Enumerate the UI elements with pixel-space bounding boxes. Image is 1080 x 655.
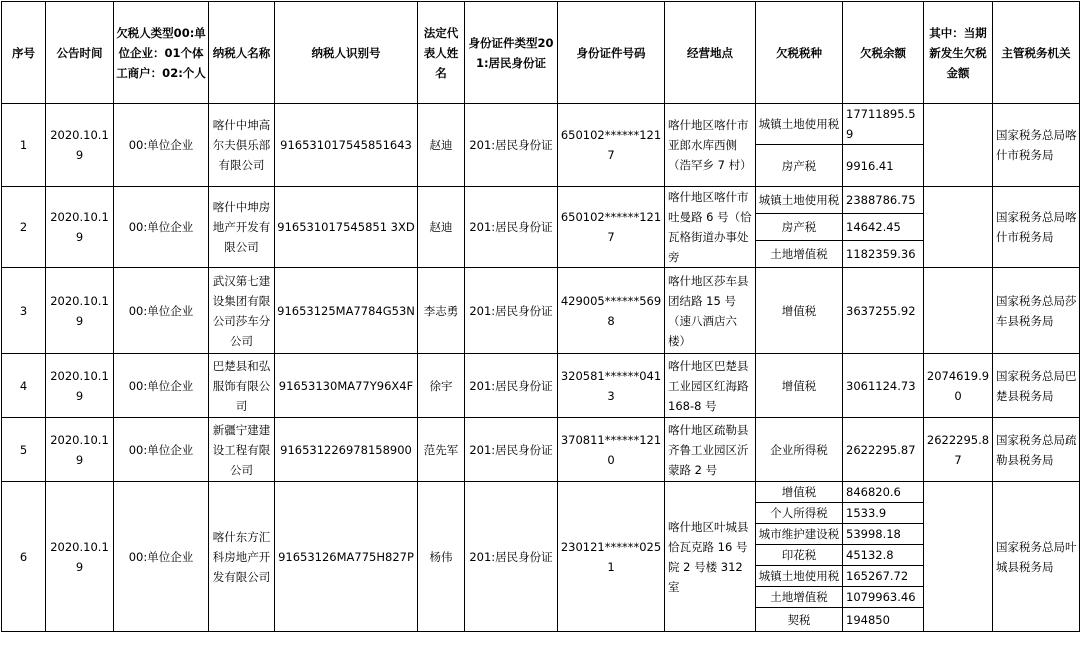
balance-cell: 1182359.36	[843, 241, 924, 268]
header-tax-kind: 欠税税种	[756, 2, 843, 104]
balance-cell: 194850	[843, 608, 924, 632]
address-cell: 喀什地区叶城县恰瓦克路 16 号院 2 号楼 312 室	[665, 482, 756, 632]
tax-kind-cell: 增值税	[756, 268, 843, 354]
taxpayer-name-cell: 喀什中坤房地产开发有限公司	[209, 187, 275, 268]
authority-cell: 国家税务总局疏勒县税务局	[993, 418, 1080, 482]
balance-cell: 1079963.46	[843, 587, 924, 608]
balance-cell: 53998.18	[843, 524, 924, 545]
tax-id-cell: 91653130MA77Y96X4F	[275, 354, 418, 418]
balance-cell: 3061124.73	[843, 354, 924, 418]
header-address: 经营地点	[665, 2, 756, 104]
new-owed-cell	[924, 482, 993, 632]
taxpayer-name-cell: 喀什中坤高尔夫俱乐部有限公司	[209, 104, 275, 187]
seq-cell: 5	[2, 418, 46, 482]
tax-kind-cell: 土地增值税	[756, 587, 843, 608]
id-number-cell: 650102******1217	[558, 104, 665, 187]
date-cell: 2020.10.19	[46, 104, 114, 187]
tax-kind-cell: 城镇土地使用税	[756, 187, 843, 214]
address-cell: 喀什地区喀什市亚郎水库西侧（浩罕乡 7 村）	[665, 104, 756, 187]
id-number-cell: 429005******5698	[558, 268, 665, 354]
tax-kind-cell: 城市维护建设税	[756, 524, 843, 545]
table-row	[2, 268, 1080, 354]
id-type-cell: 201:居民身份证	[465, 354, 558, 418]
balance-cell: 17711895.59	[843, 104, 924, 145]
date-cell: 2020.10.19	[46, 354, 114, 418]
tax-id-cell: 91653126MA775H827P	[275, 482, 418, 632]
balance-cell: 9916.41	[843, 145, 924, 187]
legal-rep-cell: 范先军	[418, 418, 465, 482]
legal-rep-cell: 赵迪	[418, 104, 465, 187]
table-row	[2, 354, 1080, 418]
header-authority: 主管税务机关	[993, 2, 1080, 104]
table-row	[2, 482, 1080, 503]
header-row	[2, 2, 1080, 104]
records-body	[2, 104, 1080, 632]
address-cell: 喀什地区喀什市吐曼路 6 号（恰瓦格街道办事处旁	[665, 187, 756, 268]
authority-cell: 国家税务总局巴楚县税务局	[993, 354, 1080, 418]
header-tax-id: 纳税人识别号	[275, 2, 418, 104]
id-number-cell: 370811******1210	[558, 418, 665, 482]
header-legal-rep: 法定代表人姓名	[418, 2, 465, 104]
id-number-cell: 650102******1217	[558, 187, 665, 268]
tax-kind-cell: 印花税	[756, 545, 843, 566]
taxpayer-type-cell: 00:单位企业	[114, 354, 209, 418]
taxpayer-name-cell: 武汉第七建设集团有限公司莎车分公司	[209, 268, 275, 354]
tax-kind-cell: 企业所得税	[756, 418, 843, 482]
id-type-cell: 201:居民身份证	[465, 268, 558, 354]
new-owed-cell	[924, 187, 993, 268]
address-cell: 喀什地区疏勒县齐鲁工业园区沂蒙路 2 号	[665, 418, 756, 482]
tax-kind-cell: 契税	[756, 608, 843, 632]
authority-cell: 国家税务总局喀什市税务局	[993, 104, 1080, 187]
legal-rep-cell: 赵迪	[418, 187, 465, 268]
seq-cell: 3	[2, 268, 46, 354]
header-balance: 欠税余额	[843, 2, 924, 104]
taxpayer-type-cell: 00:单位企业	[114, 187, 209, 268]
balance-cell: 1533.9	[843, 503, 924, 524]
date-cell: 2020.10.19	[46, 268, 114, 354]
header-seq: 序号	[2, 2, 46, 104]
taxpayer-type-cell: 00:单位企业	[114, 268, 209, 354]
address-cell: 喀什地区莎车县团结路 15 号（速八酒店六楼）	[665, 268, 756, 354]
balance-cell: 14642.45	[843, 214, 924, 241]
legal-rep-cell: 徐宇	[418, 354, 465, 418]
address-cell: 喀什地区巴楚县工业园区红海路 168-8 号	[665, 354, 756, 418]
new-owed-cell	[924, 268, 993, 354]
tax-kind-cell: 房产税	[756, 145, 843, 187]
taxpayer-name-cell: 喀什东方汇科房地产开发有限公司	[209, 482, 275, 632]
tax-kind-cell: 城镇土地使用税	[756, 566, 843, 587]
tax-arrears-table	[1, 1, 1080, 632]
tax-kind-cell: 个人所得税	[756, 503, 843, 524]
table-row	[2, 187, 1080, 214]
id-type-cell: 201:居民身份证	[465, 482, 558, 632]
seq-cell: 6	[2, 482, 46, 632]
id-type-cell: 201:居民身份证	[465, 187, 558, 268]
balance-cell: 3637255.92	[843, 268, 924, 354]
tax-id-cell: 91653125MA7784G53N	[275, 268, 418, 354]
header-name: 纳税人名称	[209, 2, 275, 104]
balance-cell: 2388786.75	[843, 187, 924, 214]
balance-cell: 45132.8	[843, 545, 924, 566]
date-cell: 2020.10.19	[46, 187, 114, 268]
seq-cell: 2	[2, 187, 46, 268]
date-cell: 2020.10.19	[46, 482, 114, 632]
legal-rep-cell: 杨伟	[418, 482, 465, 632]
authority-cell: 国家税务总局喀什市税务局	[993, 187, 1080, 268]
id-type-cell: 201:居民身份证	[465, 104, 558, 187]
seq-cell: 1	[2, 104, 46, 187]
date-cell: 2020.10.19	[46, 418, 114, 482]
tax-kind-cell: 土地增值税	[756, 241, 843, 268]
tax-kind-cell: 城镇土地使用税	[756, 104, 843, 145]
taxpayer-type-cell: 00:单位企业	[114, 104, 209, 187]
tax-id-cell: 916531226978158900	[275, 418, 418, 482]
table-row	[2, 418, 1080, 482]
id-number-cell: 320581******0413	[558, 354, 665, 418]
tax-kind-cell: 房产税	[756, 214, 843, 241]
balance-cell: 846820.6	[843, 482, 924, 503]
balance-cell: 2622295.87	[843, 418, 924, 482]
header-id-number: 身份证件号码	[558, 2, 665, 104]
tax-kind-cell: 增值税	[756, 354, 843, 418]
id-number-cell: 230121******0251	[558, 482, 665, 632]
tax-id-cell: 916531017545851 3XD	[275, 187, 418, 268]
taxpayer-type-cell: 00:单位企业	[114, 482, 209, 632]
tax-id-cell: 916531017545851643	[275, 104, 418, 187]
balance-cell: 165267.72	[843, 566, 924, 587]
header-new-owed: 其中：当期新发生欠税金额	[924, 2, 993, 104]
id-type-cell: 201:居民身份证	[465, 418, 558, 482]
authority-cell: 国家税务总局莎车县税务局	[993, 268, 1080, 354]
header-type: 欠税人类型00:单位企业：01个体工商户：02:个人	[114, 2, 209, 104]
legal-rep-cell: 李志勇	[418, 268, 465, 354]
taxpayer-type-cell: 00:单位企业	[114, 418, 209, 482]
header-id-type: 身份证件类型201:居民身份证	[465, 2, 558, 104]
authority-cell: 国家税务总局叶城县税务局	[993, 482, 1080, 632]
header-date: 公告时间	[46, 2, 114, 104]
taxpayer-name-cell: 巴楚县和弘服饰有限公司	[209, 354, 275, 418]
seq-cell: 4	[2, 354, 46, 418]
taxpayer-name-cell: 新疆宁建建设工程有限公司	[209, 418, 275, 482]
new-owed-cell: 2622295.87	[924, 418, 993, 482]
new-owed-cell: 2074619.90	[924, 354, 993, 418]
new-owed-cell	[924, 104, 993, 187]
tax-kind-cell: 增值税	[756, 482, 843, 503]
table-row	[2, 104, 1080, 145]
